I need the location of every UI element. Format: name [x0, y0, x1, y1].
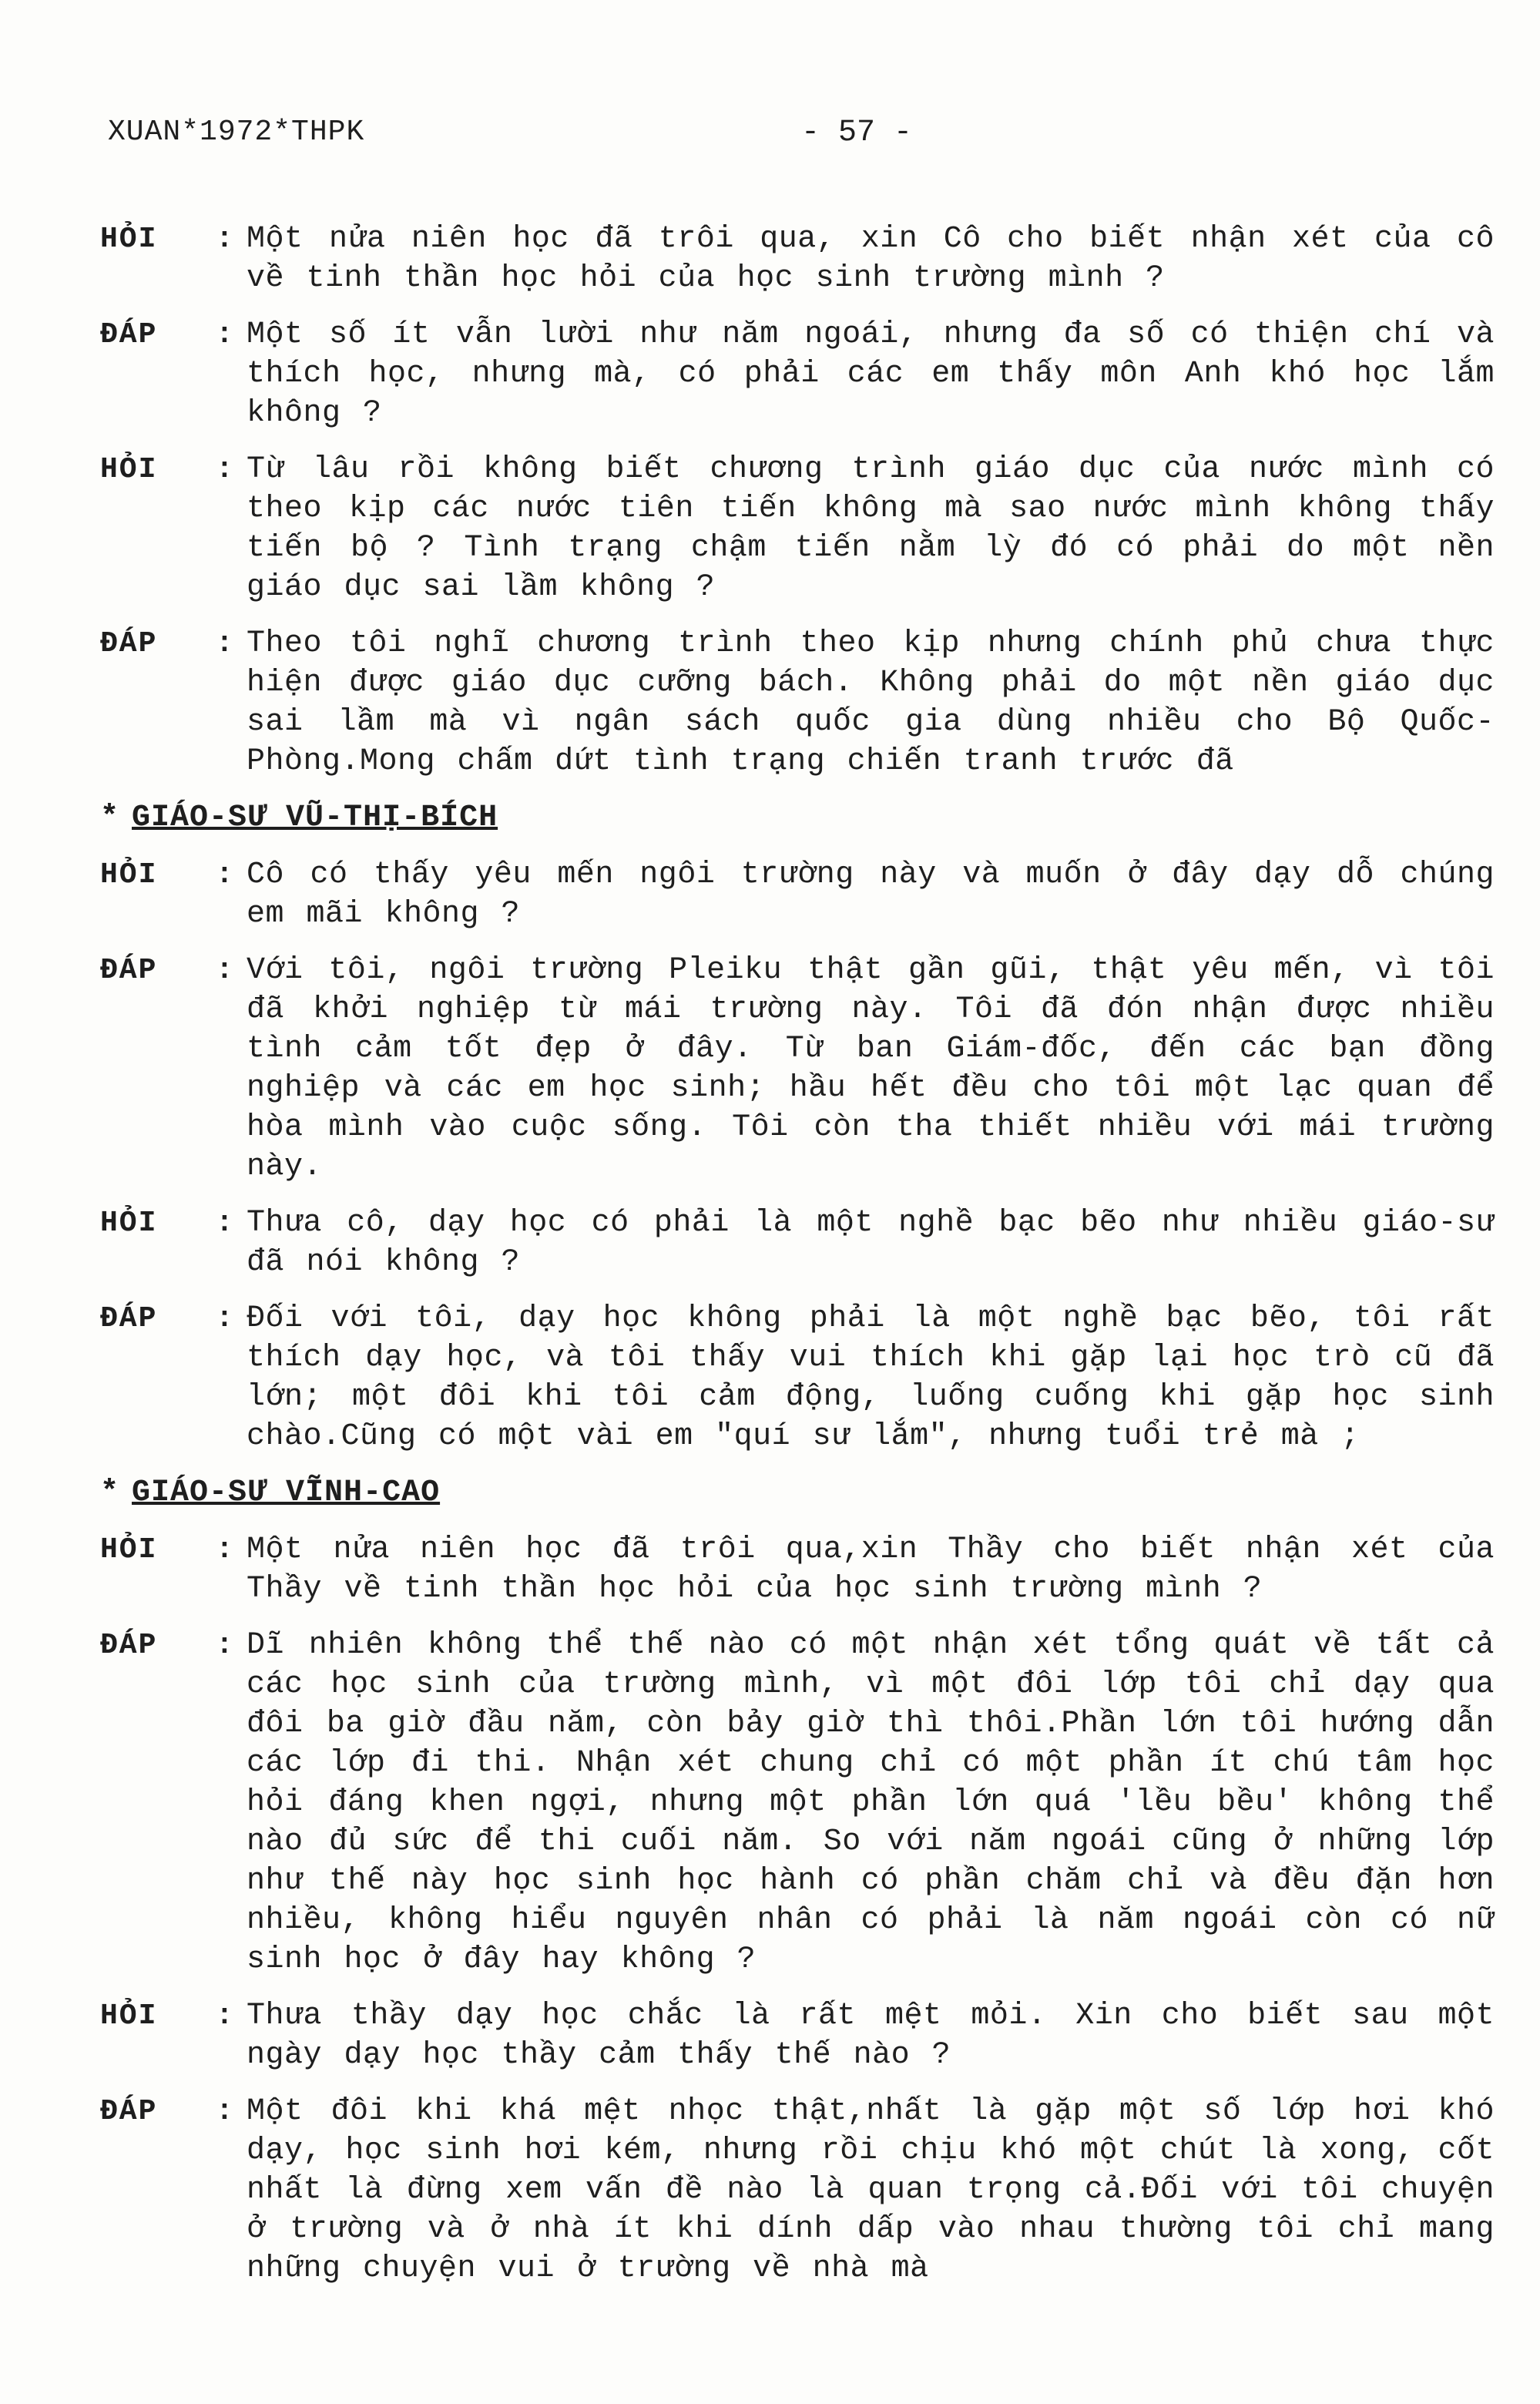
qa-text: Một số ít vẫn lười như năm ngoái, nhưng đa số có thiện chí và thích học, nhưng mà, có phải các em thấy môn Anh khó học lắm không ?: [247, 317, 1495, 431]
qa-text: Một đôi khi khá mệt nhọc thật,nhất là gặp một số lớp hơi khó dạy, học sinh hơi kém, nhưng rồi chịu khó một chút là xong, cốt nhất là đừng xem vấn đề nào là quan trọng cả.Đối với tôi chuyện ở trường và ở nhà ít khi dính dấp vào nhau thường tôi chỉ mang những chuyện vui ở trường về nhà mà: [247, 2094, 1495, 2286]
qa-label: ĐÁP: [100, 1302, 158, 1335]
qa-colon: :: [216, 2095, 233, 2128]
qa-colon: :: [216, 954, 233, 987]
qa-colon: :: [216, 1999, 233, 2033]
qa-block: [100, 315, 1495, 433]
qa-block: [100, 450, 1495, 607]
qa-label: ĐÁP: [100, 318, 158, 351]
qa-label: ĐÁP: [100, 2095, 158, 2128]
qa-label: ĐÁP: [100, 954, 158, 987]
section-heading: [100, 798, 1495, 838]
qa-text: Thưa thầy dạy học chắc là rất mệt mỏi. Xin cho biết sau một ngày dạy học thầy cảm thấy thế nào ?: [247, 1999, 1495, 2073]
qa-text: Với tôi, ngôi trường Pleiku thật gần gũi, thật yêu mến, vì tôi đã khởi nghiệp từ mái trường này. Tôi đã đón nhận được nhiều tình cảm tốt đẹp ở đây. Từ ban Giám-đốc, đến các bạn đồng nghiệp và các em học sinh; hầu hết đều cho tôi một lạc quan để hòa mình vào cuộc sống. Tôi còn tha thiết nhiều với mái trường này.: [247, 953, 1495, 1184]
page-header: [108, 116, 1479, 162]
qa-colon: :: [216, 1302, 233, 1335]
qa-label: ĐÁP: [100, 627, 158, 660]
page-number: - 57 -: [801, 116, 913, 150]
qa-block: [100, 1299, 1495, 1456]
qa-text: Đối với tôi, dạy học không phải là một nghề bạc bẽo, tôi rất thích dạy học, và tôi thấy vui thích khi gặp lại học trò cũ đã lớn; một đôi khi tôi cảm động, luống cuống khi gặp học sinh chào.Cũng có một vài em "quí sư lắm", nhưng tuổi trẻ mà ;: [247, 1301, 1495, 1454]
qa-text: Cô có thấy yêu mến ngôi trường này và muốn ở đây dạy dỗ chúng em mãi không ?: [247, 858, 1495, 932]
qa-colon: :: [216, 453, 233, 486]
section-heading: [100, 1473, 1495, 1513]
qa-label: HỎI: [100, 858, 158, 891]
section-star: *: [100, 1476, 120, 1510]
section-title: GIÁO-SƯ VĨNH-CAO: [132, 1476, 441, 1510]
qa-colon: :: [216, 318, 233, 351]
qa-text: Dĩ nhiên không thể thế nào có một nhận xét tổng quát về tất cả các học sinh của trường mình, vì một đôi lớp tôi chỉ dạy qua đôi ba giờ đầu năm, còn bảy giờ thì thôi.Phần lớn tôi hướng dẫn các lớp đi thi. Nhận xét chung chỉ có một phần ít chú tâm học hỏi đáng khen ngợi, nhưng một phần lớn quá 'lều bều' không thể nào đủ sức để thi cuối năm. So với năm ngoái cũng ở những lớp như thế này học sinh học hành có phần chăm chỉ và đều đặn hơn nhiều, không hiểu nguyên nhân có phải là năm ngoái còn có nữ sinh học ở đây hay không ?: [247, 1628, 1495, 1977]
interview-content: [100, 220, 1495, 2305]
qa-label: HỎI: [100, 223, 158, 256]
publication-label: XUAN*1972*THPK: [108, 116, 365, 149]
qa-block: [100, 855, 1495, 934]
qa-colon: :: [216, 858, 233, 891]
qa-block: [100, 1996, 1495, 2075]
section-title: GIÁO-SƯ VŨ-THỊ-BÍCH: [132, 801, 498, 835]
qa-colon: :: [216, 627, 233, 660]
qa-colon: :: [216, 1629, 233, 1662]
qa-label: ĐÁP: [100, 1629, 158, 1662]
qa-text: Theo tôi nghĩ chương trình theo kịp nhưng chính phủ chưa thực hiện được giáo dục cưỡng bách. Không phải do một nền giáo dục sai lầm mà vì ngân sách quốc gia dùng nhiều cho Bộ Quốc-Phòng.Mong chấm dứt tình trạng chiến tranh trước đã: [247, 626, 1495, 779]
qa-block: [100, 951, 1495, 1187]
qa-block: [100, 624, 1495, 781]
qa-block: [100, 220, 1495, 298]
qa-block: [100, 1204, 1495, 1282]
qa-block: [100, 1626, 1495, 1979]
qa-colon: :: [216, 1533, 233, 1566]
qa-label: HỎI: [100, 1533, 158, 1566]
qa-label: HỎI: [100, 1999, 158, 2033]
qa-block: [100, 2092, 1495, 2288]
qa-label: HỎI: [100, 1207, 158, 1240]
qa-text: Một nửa niên học đã trôi qua,xin Thầy cho biết nhận xét của Thầy về tinh thần học hỏi của học sinh trường mình ?: [247, 1533, 1495, 1607]
qa-label: HỎI: [100, 453, 158, 486]
qa-block: [100, 1530, 1495, 1609]
qa-text: Từ lâu rồi không biết chương trình giáo dục của nước mình có theo kịp các nước tiên tiến không mà sao nước mình không thấy tiến bộ ? Tình trạng chậm tiến nằm lỳ đó có phải do một nền giáo dục sai lầm không ?: [247, 452, 1495, 605]
qa-colon: :: [216, 1207, 233, 1240]
qa-text: Thưa cô, dạy học có phải là một nghề bạc bẽo như nhiều giáo-sư đã nói không ?: [247, 1206, 1495, 1280]
qa-colon: :: [216, 223, 233, 256]
qa-text: Một nửa niên học đã trôi qua, xin Cô cho biết nhận xét của cô về tinh thần học hỏi của học sinh trường mình ?: [247, 222, 1495, 296]
section-star: *: [100, 801, 120, 835]
